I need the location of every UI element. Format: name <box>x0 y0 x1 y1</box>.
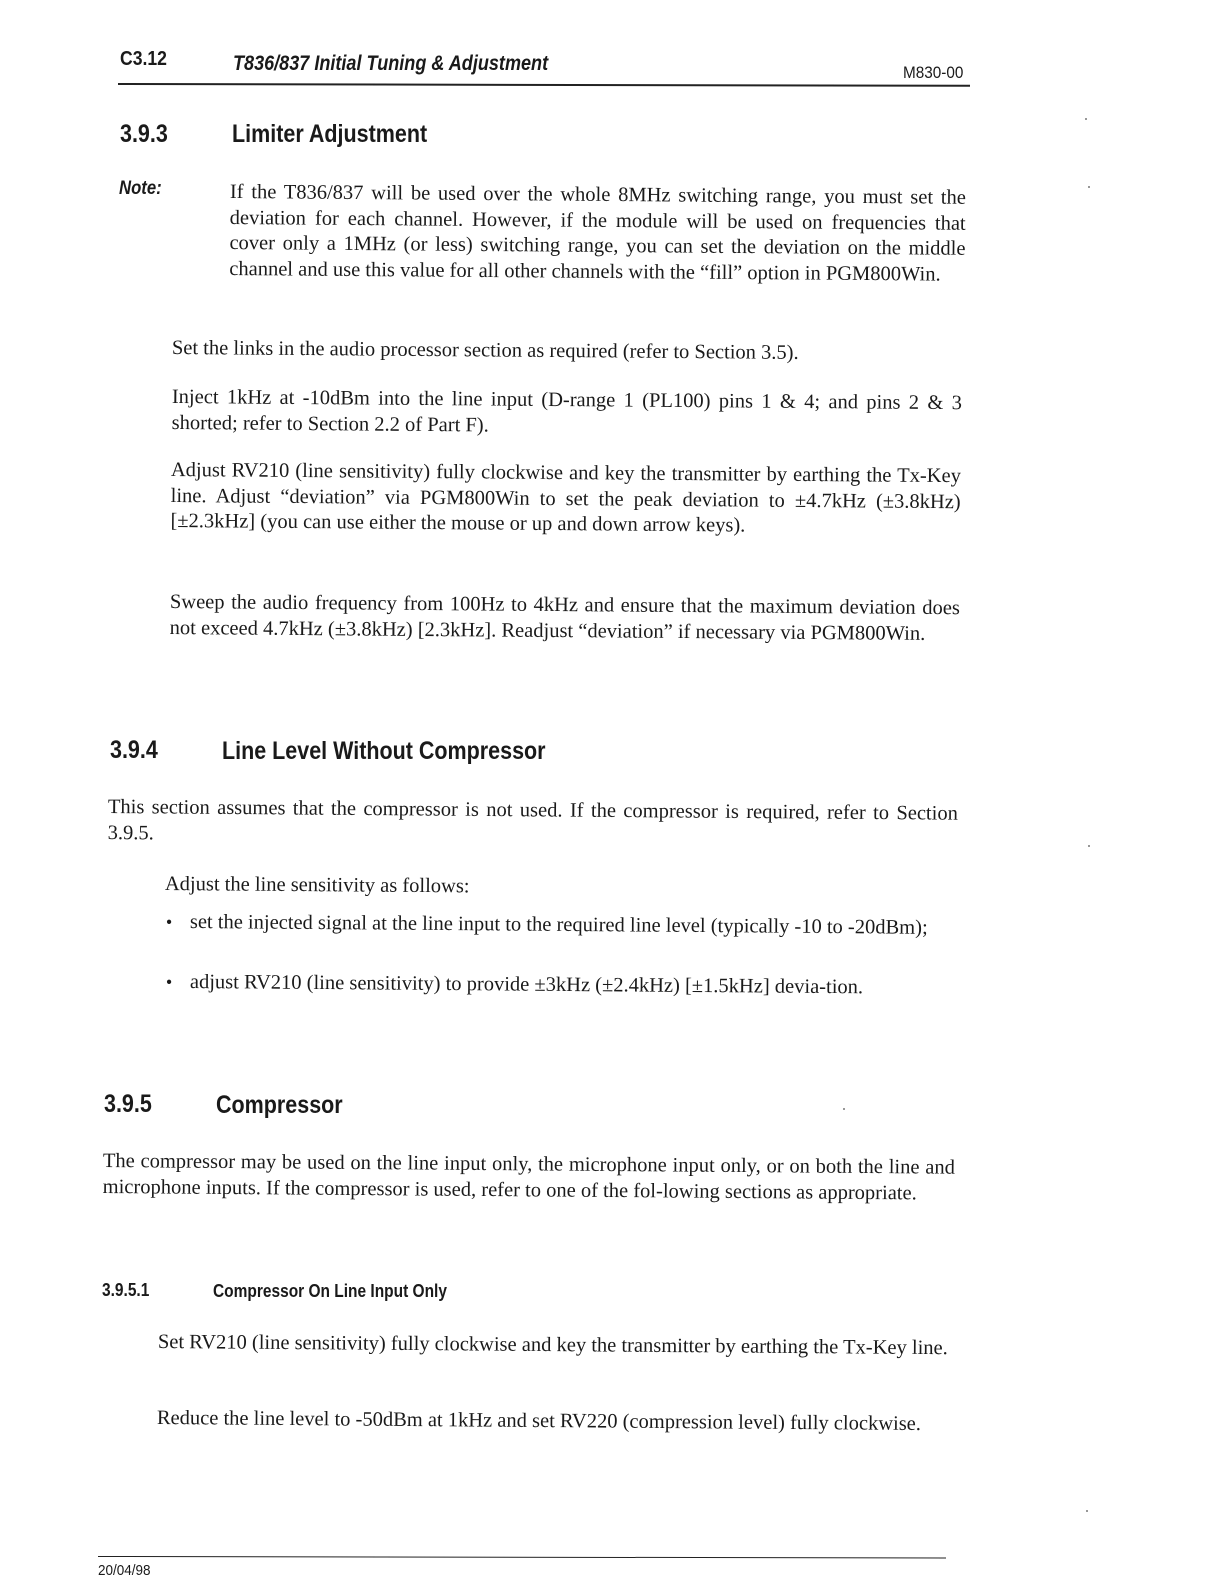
scan-speck <box>1086 1510 1088 1512</box>
s3951-para-reduce: Reduce the line level to -50dBm at 1kHz and set RV220 (compression level) fully clockwise. <box>156 1407 922 1436</box>
s394-bullet-2 <box>165 970 955 1002</box>
scan-speck <box>843 1108 845 1110</box>
s394-bullet-1 <box>165 910 955 942</box>
s394-para-assumes: This section assumes that the compressor is not used. If the compressor is required, refer to Section 3.9.5. <box>107 795 958 844</box>
section-3-9-4-title: Line Level Without Compressor <box>222 737 546 765</box>
bullet-dot-icon: • <box>165 911 173 932</box>
section-3-9-3-number: 3.9.3 <box>120 120 168 148</box>
footer-rule <box>98 1556 946 1558</box>
s3951-para-set: Set RV210 (line sensitivity) fully clockwise and key the transmitter by earthing the Tx-Key line. <box>157 1331 948 1360</box>
s393-para-inject: Inject 1kHz at -10dBm into the line input (D-range 1 (PL100) pins 1 & 4; and pins 2 & 3 shorted; refer to Section 2.2 of Part F). <box>171 385 962 436</box>
note-text: If the T836/837 will be used over the whole 8MHz switching range, you must set the deviation for each channel. However, if the module will be used on frequencies that cover only a 1MHz (or less) switching range, you can set the deviation on the middle channel and use this value for all other channels with the “fill” option in PGM800Win. <box>229 180 966 286</box>
scan-speck <box>1088 845 1090 847</box>
section-3-9-5-1-title: Compressor On Line Input Only <box>213 1281 447 1301</box>
s393-para-links: Set the links in the audio processor section as required (refer to Section 3.5). <box>171 336 799 364</box>
section-3-9-3-title: Limiter Adjustment <box>232 120 428 148</box>
bullet-dot-icon: • <box>165 971 173 992</box>
header-doc-code: M830-00 <box>903 63 964 82</box>
header-rule <box>118 83 970 87</box>
s395-para-intro: The compressor may be used on the line input only, the microphone input only, or on both the line and microphone inputs. If the compressor is used, refer to one of the fol-lowing sections as appropriate. <box>102 1150 955 1204</box>
section-3-9-5-1-number: 3.9.5.1 <box>102 1280 150 1300</box>
header-section-code: C3.12 <box>120 48 167 70</box>
s393-para-adjust: Adjust RV210 (line sensitivity) fully clockwise and key the transmitter by earthing the Tx-Key line. Adjust “deviation” via PGM800Win to set the peak deviation to ±4.7kHz (±3.8kHz) [±2.3kHz] (you can use either the mouse or up and down arrow keys). <box>170 458 961 537</box>
note-label: Note: <box>119 178 162 199</box>
s394-bullet-1-text: set the injected signal at the line input to the required line level (typically -10 to -20dBm); <box>189 910 928 939</box>
scan-speck <box>1088 186 1090 188</box>
s394-para-adjust-intro: Adjust the line sensitivity as follows: <box>164 872 470 898</box>
header-title: T836/837 Initial Tuning & Adjustment <box>233 52 549 75</box>
scan-speck <box>1085 118 1087 120</box>
s393-para-sweep: Sweep the audio frequency from 100Hz to 4kHz and ensure that the maximum deviation does not exceed 4.7kHz (±3.8kHz) [2.3kHz]. Readjust “deviation” if necessary via PGM800Win. <box>169 590 960 645</box>
footer-date: 20/04/98 <box>98 1562 151 1579</box>
s394-bullet-2-text: adjust RV210 (line sensitivity) to provide ±3kHz (±2.4kHz) [±1.5kHz] devia-tion. <box>189 970 864 999</box>
section-3-9-5-title: Compressor <box>216 1091 343 1119</box>
section-3-9-5-number: 3.9.5 <box>104 1090 152 1118</box>
section-3-9-4-number: 3.9.4 <box>110 736 158 764</box>
